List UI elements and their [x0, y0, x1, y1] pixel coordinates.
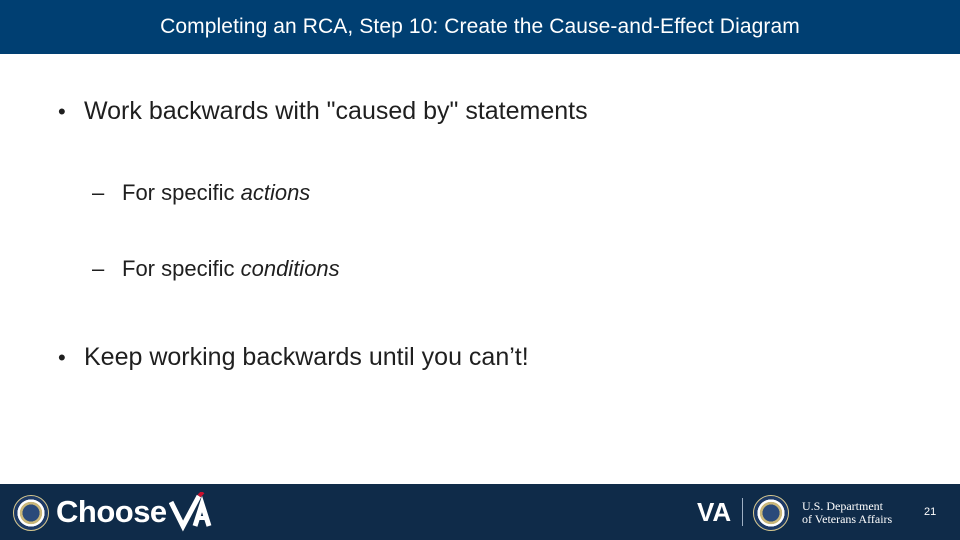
slide-body [0, 54, 960, 484]
va-checkmark-icon [169, 492, 213, 532]
slide-header [0, 0, 960, 54]
va-seal-icon [753, 495, 789, 531]
bullet-text: Keep working backwards until you can’t! [84, 343, 529, 371]
sub-bullet-marker: – [92, 180, 105, 205]
sub-bullet-text [122, 180, 310, 206]
sub-bullet-emphasis: conditions [240, 256, 340, 281]
bullet-marker: • [58, 345, 66, 370]
va-wordmark: VA [697, 497, 732, 527]
choose-va-logo-text: Choose [56, 494, 167, 529]
sub-bullet-text [122, 256, 340, 282]
sub-bullet-item [92, 256, 340, 282]
sub-bullet-marker: – [92, 256, 105, 281]
department-line-1: U.S. Department [802, 499, 883, 513]
choose-va-logo [56, 494, 213, 530]
va-seal-icon [13, 495, 49, 531]
sub-bullet-prefix: For specific [122, 256, 241, 281]
slide-footer [0, 484, 960, 540]
bullet-item [58, 343, 529, 372]
bullet-text: Work backwards with "caused by" statements [84, 97, 588, 125]
bullet-marker: • [58, 99, 66, 124]
footer-divider [742, 498, 743, 526]
sub-bullet-emphasis: actions [240, 180, 311, 205]
page-number: 21 [924, 506, 937, 518]
slide-title: Completing an RCA, Step 10: Create the Cause-and-Effect Diagram [160, 15, 800, 38]
sub-bullet-prefix: For specific [122, 180, 241, 205]
bullet-item [58, 97, 588, 126]
department-name [802, 500, 892, 526]
sub-bullet-item [92, 180, 310, 206]
department-line-2: of Veterans Affairs [802, 512, 893, 526]
